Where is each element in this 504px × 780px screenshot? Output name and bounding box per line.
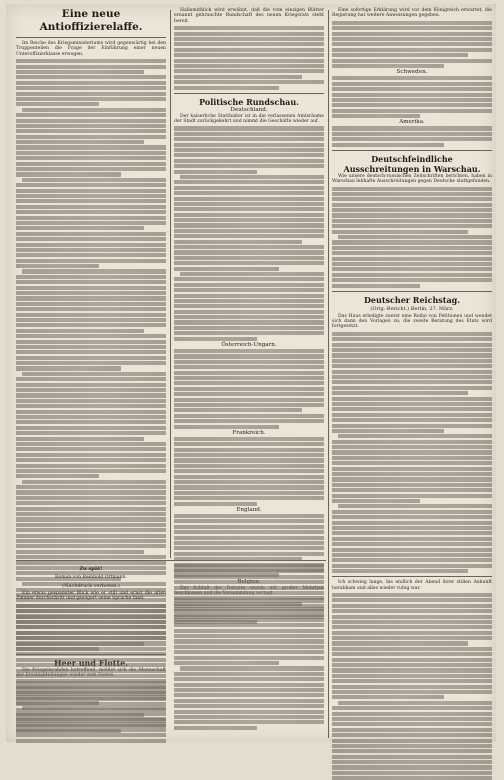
section-title: Politische Rundschau. — [199, 96, 299, 107]
newspaper-page — [6, 4, 496, 742]
section-rule — [174, 93, 324, 94]
serial-text: Ein etwas gespannter Blick wie er still und ernst die alten Zimmer durchschritt und gezögert seine Sprache fand. — [16, 591, 166, 602]
subsection-england: England. — [236, 506, 262, 513]
serial-middle — [174, 564, 324, 738]
serial-continuation: Ich schwieg lange, bis endlich der Abend ihrer stillen Ankunft herabkam und alles wieder ruhig war. — [332, 580, 492, 591]
reichstag-body — [332, 332, 492, 573]
serial-body-continued — [174, 564, 324, 730]
serial-continuation-body — [332, 593, 492, 780]
column3-intro: Eine sofortige Erklärung wird vor dem Königreich erwartet, die Regierung hat weitere Anweisungen gegeben. — [332, 8, 492, 19]
serial-byline: Roman von Reinhold Ortmann. — [55, 575, 127, 580]
serial-body — [16, 604, 166, 743]
america-body — [332, 126, 492, 146]
column-1 — [16, 8, 166, 560]
column2-intro: Hallemitblick wird erwähnt, daß die vom einzigen Blätter ernannt gebrauchte Rundschaft des neuen Kriegsrats steht bereit. — [174, 8, 324, 24]
reichstag-intro: Das Haus erledigte zuerst eine Reihe von Petitionen und wendet sich dann den Vorlagen zu; die zweite Beratung des Etats wird fortgesetzt. — [332, 313, 492, 330]
column-divider — [328, 10, 329, 738]
austria-body — [174, 349, 324, 429]
column-3 — [332, 8, 492, 738]
column3-lead-body — [332, 21, 492, 68]
article-intro: Im Reiche des Kriegsministeriums wird gegenwärtig bei den Truppenteilen die Frage der Einführung einer neuen Unteroffizierklasse erwogen. — [16, 41, 166, 57]
section-title: Deutschfeindliche Ausschreitungen in Warschau. — [343, 153, 481, 174]
germany-body — [174, 126, 324, 340]
sweden-body — [332, 76, 492, 118]
column2-text-a: Der kaiserliche Statthalter ist in die verlassenen Amtsräume der Stadt zurückgekehrt und nimmt die Geschäfte wieder auf. — [174, 113, 324, 125]
france-body — [174, 437, 324, 506]
reichstag-dateline: (Orig.-Bericht.) Berlin, 27. März. — [370, 305, 454, 312]
subsection-germany: Deutschland. — [230, 106, 268, 113]
warsaw-body — [332, 187, 492, 288]
warsaw-intro: Wie unsere deutsch-russischen Zeitschriften berichten, haben in Warschau lebhafte Ausschreitungen gegen Deutsche stattgefunden. — [332, 173, 492, 185]
subsection-france: Frankreich. — [232, 429, 266, 436]
column2-lead-body — [174, 26, 324, 89]
subsection-america: Amerika. — [399, 119, 425, 126]
article-body — [16, 59, 166, 651]
subsection-sweden: Schweden. — [396, 69, 428, 76]
serial-left — [16, 564, 166, 738]
article-title: Eine neue Antioffizierelaffe. — [39, 8, 143, 33]
column-2 — [174, 8, 324, 560]
subsection-austria: Österreich-Ungarn. — [221, 342, 277, 349]
serial-header — [16, 566, 166, 573]
column-divider — [170, 10, 171, 558]
serial-note: (Nachdruck verboten.) — [62, 583, 120, 589]
serial-rule — [332, 576, 492, 577]
section-rule — [332, 291, 492, 292]
reichstag-title: Deutscher Reichstag. — [363, 294, 461, 305]
title-rule — [16, 37, 166, 38]
section-rule — [332, 150, 492, 151]
serial-label: Zu spät! — [79, 566, 103, 572]
